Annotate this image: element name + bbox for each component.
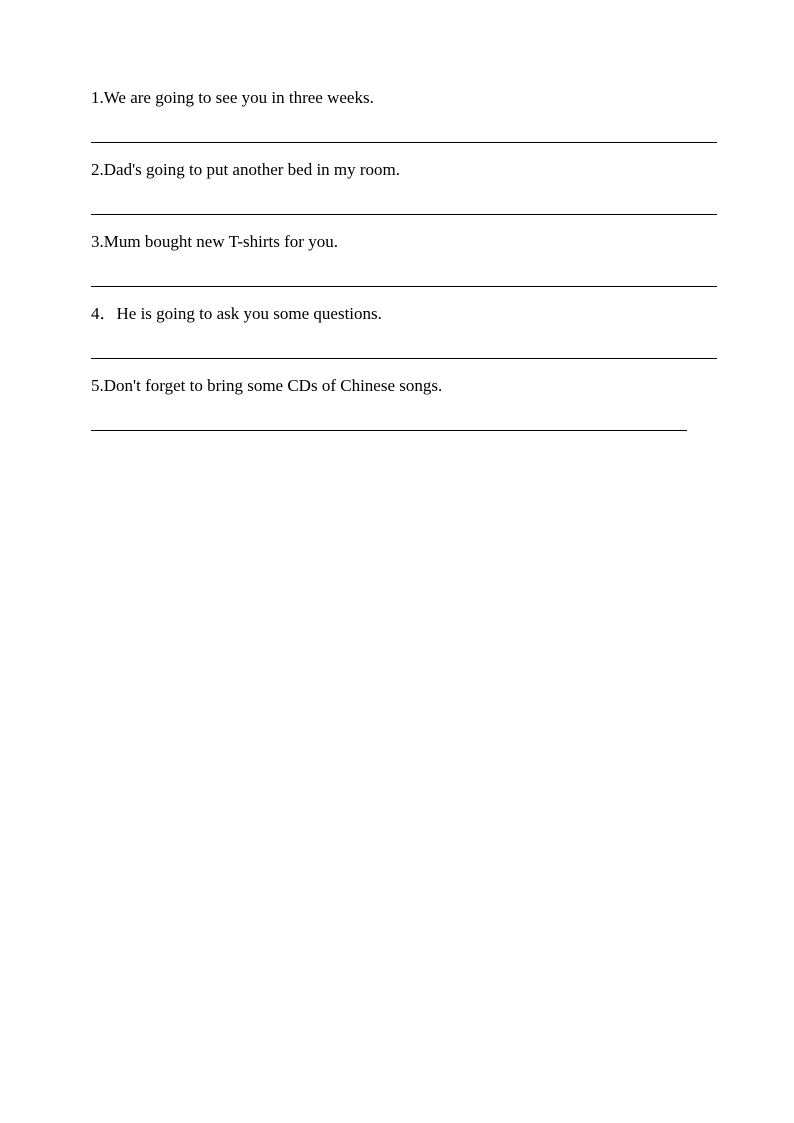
question-text: 1.We are going to see you in three weeks. — [91, 88, 374, 107]
question-item-3 — [91, 232, 717, 252]
answer-line[interactable] — [91, 214, 717, 215]
question-item-1 — [91, 88, 717, 108]
answer-line[interactable] — [91, 142, 717, 143]
question-text: 5.Don't forget to bring some CDs of Chinese songs. — [91, 376, 443, 395]
answer-line[interactable] — [91, 430, 687, 431]
question-text: 4．He is going to ask you some questions. — [91, 304, 382, 323]
question-item-5 — [91, 376, 717, 396]
question-item-4 — [91, 304, 717, 324]
answer-line[interactable] — [91, 358, 717, 359]
question-text: 3.Mum bought new T-shirts for you. — [91, 232, 338, 251]
answer-line[interactable] — [91, 286, 717, 287]
question-text: 2.Dad's going to put another bed in my room. — [91, 160, 401, 179]
question-item-2 — [91, 160, 717, 180]
